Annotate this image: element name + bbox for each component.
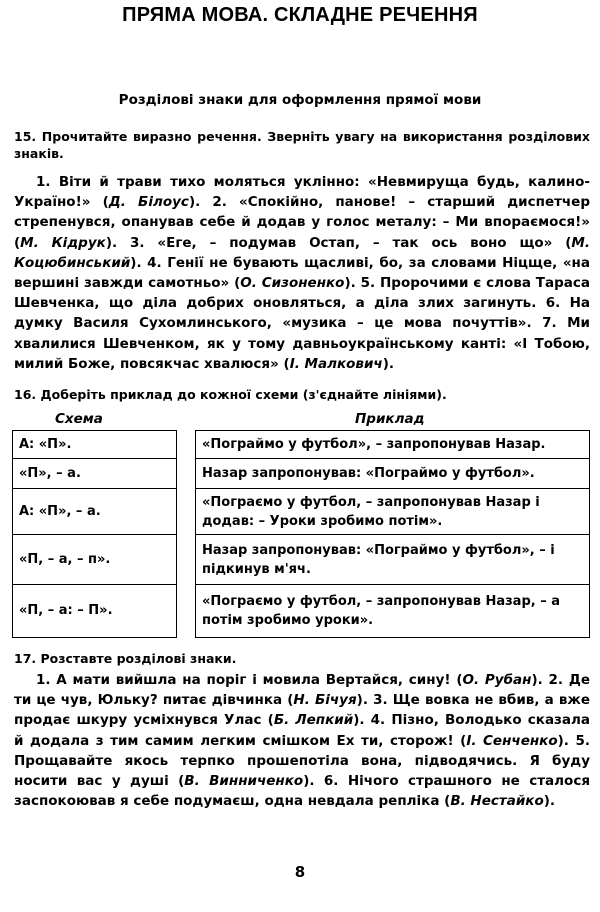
sentence-text: ). 4. Генії не бувають щасливі, бо, за словами Ніцще, «на вершині завжди самотньо» ( — [14, 254, 590, 292]
example-cell[interactable]: «Пограймо у футбол», – запропонував Назар. — [196, 431, 589, 459]
exercise-15-task: 15. Прочитайте виразно речення. Зверніть увагу на використання розділових знаків. — [14, 129, 590, 161]
author-name: І. Малкович — [289, 355, 383, 372]
exercise-17-text — [14, 670, 590, 811]
sentence-text: ). 2. Де ти це чув, Юльку? питає дівчинка ( — [14, 672, 591, 709]
sentence-text: ). 3. Ще вовка не вбив, а вже продає шкуру усміхнувся Улас ( — [14, 692, 591, 729]
scheme-header: Схема — [55, 411, 103, 427]
author-name: В. Нестайко — [450, 793, 544, 810]
author-name: Б. Лепкий — [273, 712, 354, 729]
author-name: Н. Бічуя — [293, 692, 357, 709]
sentence-text: ). 5. Пророчими є слова Тараса Шевченка, що діла добрих оновляться, а діла злих загинуть. 6. На думку Василя Сухомлинського, «музика – це мова почуттів». 7. Ми хвалилися Шевченком, як у тому давньоукраїнському канті: «І Тобою, милий Боже, повсякчас хвалюся» ( — [14, 275, 590, 372]
sentence-text: ). 5. Прощавайте якось терпко прошепотіла вона, підводячись. Я буду носити вас у душі ( — [14, 732, 590, 790]
author-name: В. Винниченко — [184, 773, 304, 790]
scheme-cell[interactable]: «П, – а, – п». — [13, 535, 176, 585]
sentence-text: 1. Віти й трави тихо моляться уклінно: «Невмируща будь, калино-Україно!» ( — [14, 174, 590, 211]
sentence-text: ). — [543, 793, 556, 810]
sentence-text: ). — [382, 355, 394, 372]
author-name: О. Сизоненко — [240, 275, 345, 292]
author-name: І. Сенченко — [466, 732, 558, 749]
exercise-17-task: 17. Розставте розділові знаки. — [14, 651, 237, 666]
sentence-text: 1. А мати вийшла на поріг і мовила Вертайся, сину! ( — [36, 672, 463, 688]
example-header: Приклад — [355, 411, 425, 427]
sentence-text: ). 6. Нічого страшного не сталося заспокоював я себе подумаєш, одна невдала репліка ( — [14, 773, 590, 810]
author-name: Д. Білоус — [108, 194, 189, 211]
example-cell[interactable]: Назар запропонував: «Пограймо у футбол». — [196, 459, 589, 489]
sentence-text: ). 4. Пізно, Володько сказала й додала з тим самим легким смішком Ех ти, сторож! ( — [14, 712, 591, 749]
exercise-16-task: 16. Доберіть приклад до кожної схеми (з'єднайте лініями). — [14, 387, 447, 402]
page-title: ПРЯМА МОВА. СКЛАДНЕ РЕЧЕННЯ — [122, 4, 478, 26]
scheme-cell[interactable]: «П», – а. — [13, 459, 176, 489]
sentence-text: ). 2. «Спокійно, панове! – старший диспетчер стрепенувся, опанував себе й додав у голос металу: – Ми впораємося!» ( — [14, 194, 591, 251]
author-name: М. Кідрук — [20, 234, 106, 251]
section-subtitle: Розділові знаки для оформлення прямої мови — [118, 92, 482, 108]
sentence-text: ). 3. «Еге, – подумав Остап, – так ось воно що» ( — [105, 234, 572, 251]
example-table — [195, 430, 590, 638]
example-cell[interactable]: Назар запропонував: «Пограймо у футбол», – і підкинув м'яч. — [196, 535, 589, 585]
scheme-cell[interactable]: А: «П». — [13, 431, 176, 459]
scheme-cell[interactable]: А: «П», – а. — [13, 489, 176, 535]
page-number: 8 — [294, 863, 306, 881]
example-cell[interactable]: «Пограємо у футбол, – запропонував Назар і додав: – Уроки зробимо потім». — [196, 489, 589, 535]
example-cell[interactable]: «Пограємо у футбол, – запропонував Назар, – а потім зробимо уроки». — [202, 593, 561, 628]
exercise-15-text — [14, 172, 590, 374]
scheme-cell[interactable]: «П, – а: – П». — [19, 603, 113, 618]
scheme-table — [12, 430, 177, 638]
author-name: О. Рубан — [462, 672, 532, 688]
author-name: М. Коцюбинський — [14, 234, 590, 271]
